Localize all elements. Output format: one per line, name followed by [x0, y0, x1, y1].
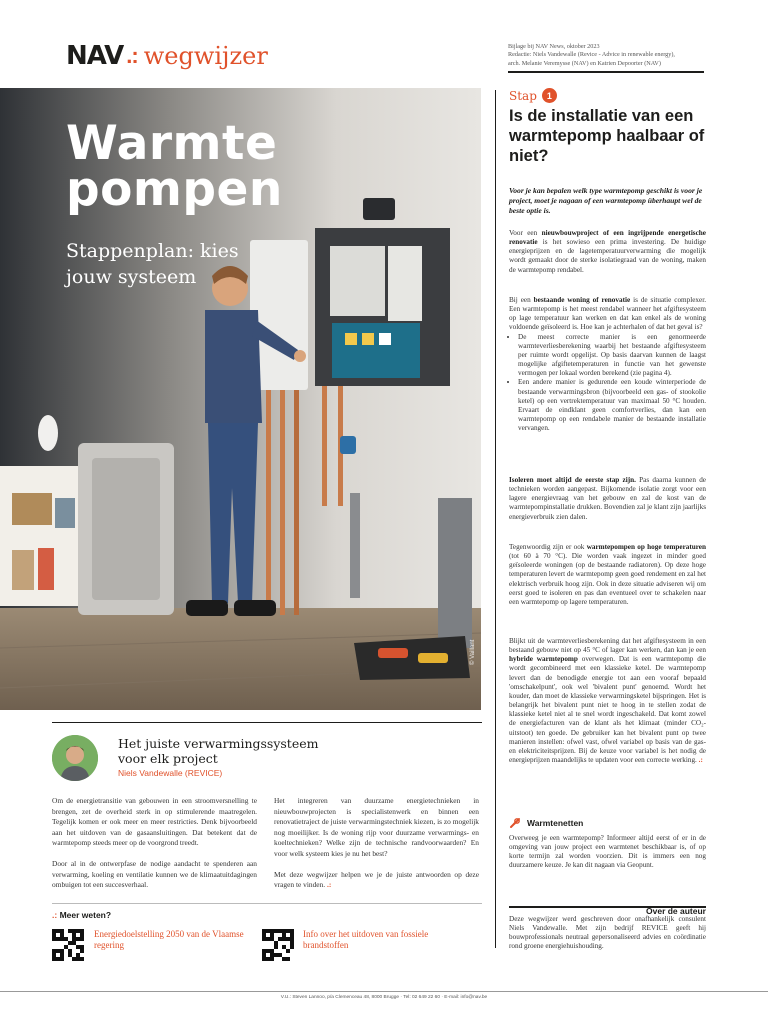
qr-code-icon[interactable]: [262, 929, 294, 961]
qr-code-icon: [262, 929, 294, 961]
more-heading: [52, 910, 111, 920]
body-text: Voor een: [509, 229, 542, 237]
end-mark: .:: [326, 880, 332, 890]
list-item: • De meest correcte manier is een genormeerde warmteverliesberekening waarbij het bestaande afgiftesysteem per ruimte wordt opgelijst. Op basis daarvan kunnen de laagst mogelijke afgiftetemperaturen in functie van het gewenste vermogen per lokaal worden berekend (zie pagina 4).: [518, 333, 706, 379]
hero-title-line: pompen: [66, 162, 283, 217]
link-fossil-fuels[interactable]: Info over het uitdoven van fossiele brandstoffen: [303, 929, 429, 950]
body-emphasis: warmtepompen op hoge temperaturen: [586, 543, 706, 551]
footer: V.U.: Steven Lannoo, p/a Clemenceau 48, 8000 Brugge · Tel: 02 649 22 60 · E-mail: info@nav.be: [280, 995, 488, 1000]
logo-dots: .:: [126, 43, 138, 68]
body-text: Tegenwoordig zijn er ook: [509, 543, 587, 551]
step-word: Stap: [509, 88, 537, 103]
body-text: is de situatie complexer. Een warmtepomp is het meest rendabel wanneer het afgiftesysteem op lage temperatuur kan werken en dat kan enkel als de woning voldoende geïsoleerd is. Hoe kan je achterhalen of dat het geval is?: [509, 296, 706, 332]
step-number: 1: [542, 88, 557, 103]
step-lead: Voor je kan bepalen welk type warmtepomp geschikt is voor je project, moet je nagaan of een warmtepomp überhaupt wel de beste optie is.: [509, 186, 703, 216]
body-text: (tot 60 à 70 °C). Die worden vaak ingezet in minder goed geïsoleerde woningen (op de bestaande radiatoren). Op deze hoge temperaturen levert de warmtepomp geen goed rendement en zal het elektrisch verbruik hoog zijn. Ook in deze situatie adviseren wij om eerst goed te isoleren en pas dan eventueel over te schakelen naar een warmtepomp op lagere temperaturen.: [509, 552, 706, 606]
intro-divider: [52, 722, 482, 723]
credits-line: arch. Melanie Veremysse (NAV) en Katrien Depoorter (NAV): [508, 59, 661, 67]
more-heading-label: Meer weten?: [59, 910, 112, 920]
intro-paragraph: Om de energietransitie van gebouwen in een stroomversnelling te brengen, zet de overheid sterk in op stimulerende maatregelen. Tegelijk komen er ook meer en meer restricties. Denk bijvoorbeeld aan het uitdoven van de gasaansluitingen. Dat betekent dat de warmtepomp steeds meer op de voorgrond treedt.: [52, 796, 257, 848]
body-text: Pas daarna kunnen de technieken worden aangepast. Bijkomende isolatie zorgt voor een lagere energievraag van het gebouw en zal de kost van de warmtepompinstallatie drukken. Bovendien zal je klant zijn jaarlijks energieverbruik zien dalen.: [509, 476, 706, 521]
body-emphasis: hybride warmtepomp: [509, 655, 578, 664]
hero-title: [66, 116, 283, 217]
body-emphasis: bestaande woning of renovatie: [533, 296, 631, 304]
hero-title-line: Warmte: [66, 116, 278, 171]
intro-paragraph: Het integreren van duurzame energietechnieken in nieuwbouwprojecten is specialistenwerk en binnen een renovatietraject de juiste verwarmingstechniek kiezen, is zo mogelijk nog moeilijker. Is de woning rijp voor duurzame verwarmings- en koeltechnieken? Welke zijn de technische randvoorwaarden? En voor welk systeem kies je nu het best?: [274, 796, 479, 858]
body-emphasis: Isoleren moet altijd de eerste stap zijn.: [509, 476, 636, 484]
intro-paragraph: [274, 870, 479, 891]
list-item: • Een andere manier is gedurende een koude winterperiode de bestaande verwarmingsbron (bijvoorbeeld een gas- of stookolie ketel) op een vertrektemperatuur van maximaal 50 °C houden. Ervaart de eindklant geen comfortverlies, dan kan een warmtepomp op een rendabele manier de bestaande installatie vervangen.: [518, 378, 706, 433]
credits-line: Redactie: Niels Vandewalle (Revice - Advice in renewable energy),: [508, 51, 675, 59]
avatar: [52, 735, 98, 781]
body-paragraph: [509, 637, 706, 765]
credits: [508, 43, 708, 68]
credits-divider: [508, 71, 704, 73]
qr-code-icon: [52, 929, 84, 961]
intro-column-1: [52, 796, 257, 901]
warmtenetten-heading: [509, 817, 583, 829]
body-paragraph: [509, 229, 706, 275]
body-text: overwegen. Dat is een warmtepomp die wordt gecombineerd met een klassieke ketel. De warmtepomp levert dan de benodigde energie tot aan een vooraf bepaald 'omschakelpunt', ook wel 'bivalent punt' genoemd. Wordt het kouder, dan moet de klassieke verwarmingsketel bijspringen. Het is belangrijk het bivalent punt niet te hoog in te stellen zodat de klassieke ketel niet al te snel wordt ingeschakeld. Dat komt zowel de energiefacturen van de klant als het klimaat (minder CO₂-uitstoot) ten goede. De gebruiker kan het bivalent punt op twee manieren instellen: ofwel vast, ofwel variabel op basis van de gas- en elektriciteitsprijzen. Bij de keuze voor variabel is het nodig de energieprijzen maandelijks te updaten voor een correcte werking.: [509, 655, 706, 765]
body-paragraph: [509, 476, 706, 522]
step-label: [509, 88, 557, 103]
body-text: is het sowieso een prima investering. De huidige energieprijzen en de lagetemperatuurverwarming die mogelijk wordt gemaakt door de sterke isolatiegraad van de woning, maken de warmtepomp rendabel.: [509, 238, 706, 274]
warmtenetten-label: Warmtenetten: [527, 818, 584, 828]
hero-subtitle: Stappenplan: kies jouw systeem: [66, 240, 239, 288]
more-divider: [52, 903, 482, 904]
photo-credit: © Vaillant: [470, 639, 476, 665]
author-portrait: [52, 735, 98, 781]
wrench-icon: [509, 817, 521, 829]
column-divider: [495, 90, 496, 948]
body-text: Blijkt uit de warmteverliesberekening dat het afgiftesysteem in een bestaand gebouw niet op 45 °C of lager kan werken, dan kan je een: [509, 637, 706, 655]
intro-column-2: [274, 796, 479, 901]
nav-logo: NAV: [66, 41, 124, 71]
intro-title: Het juiste verwarmingssysteem voor elk project: [118, 736, 319, 766]
link-energy-goal[interactable]: Energiedoelstelling 2050 van de Vlaamse regering: [94, 929, 244, 950]
warmtenetten-text: Overweeg je een warmtepomp? Informeer altijd eerst of er in de omgeving van jouw project een warmtenet beschikbaar is, of op korte termijn zal worden voorzien. Dit is immers een nog duurzamere keuze. Je kan dit nagaan via Geopunt.: [509, 834, 706, 870]
section-name: wegwijzer: [143, 42, 268, 70]
intro-paragraph: Door al in de ontwerpfase de nodige aandacht te spenderen aan verwarming, koeling en ventilatie kunnen we de klimaatuitdagingen ombuigen tot een succesverhaal.: [52, 858, 257, 890]
masthead-logo: [66, 38, 268, 74]
end-mark: .:: [698, 756, 703, 765]
accent-dots: .:: [52, 910, 58, 920]
body-paragraph: [509, 296, 706, 433]
intro-author: Niels Vandewalle (REVICE): [118, 768, 223, 778]
qr-code-icon[interactable]: [52, 929, 84, 961]
bullet-list: [509, 333, 706, 434]
body-text: Bij een: [509, 296, 534, 304]
body-emphasis: nieuwbouwproject of een ingrijpende energetische renovatie: [509, 229, 706, 247]
body-paragraph: [509, 543, 706, 607]
intro-closing-text: Met deze wegwijzer helpen we je de juiste antwoorden op deze vragen te vinden.: [274, 869, 479, 890]
author-box-heading: Over de auteur: [646, 906, 706, 916]
footer-divider: [0, 991, 768, 992]
step-title: Is de installatie van een warmtepomp haalbaar of niet?: [509, 107, 705, 165]
author-box-text: Deze wegwijzer werd geschreven door onafhankelijk consulent Niels Vandewalle. Met zijn bedrijf REVICE geeft hij bouwprofessionals neutraal gepersonaliseerd advies en coördinatie rond groene energiehuishouding.: [509, 915, 706, 951]
credits-line: Bijlage bij NAV News, oktober 2023: [508, 43, 600, 50]
